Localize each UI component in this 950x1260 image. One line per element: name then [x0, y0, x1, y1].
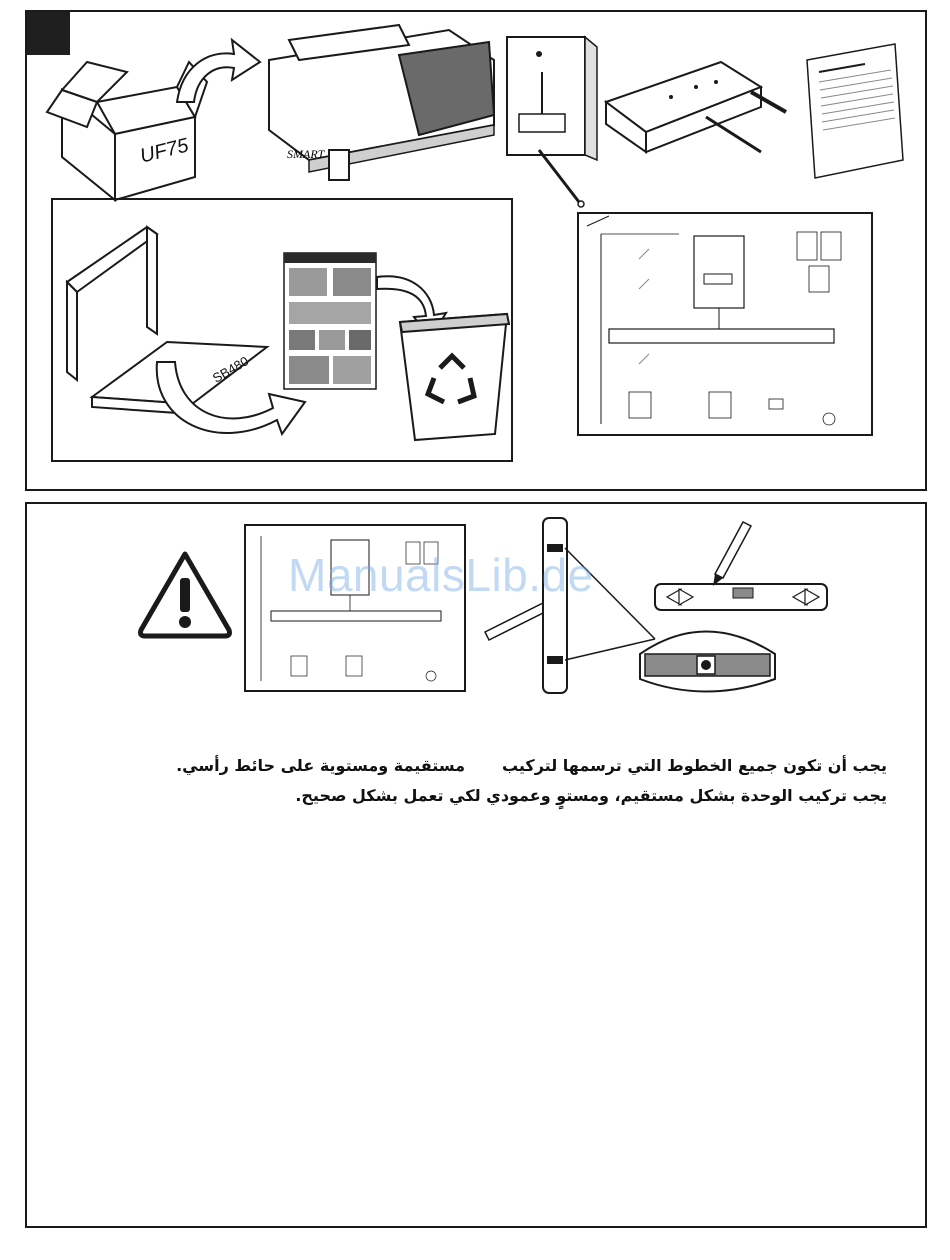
information-document	[805, 42, 905, 182]
contents-panel	[25, 10, 927, 491]
quick-reference-sheet	[283, 252, 379, 392]
instruction-line-1b: مستقيمة ومستوية على حائط رأسي.	[176, 756, 465, 775]
step-marker	[27, 12, 70, 55]
pencil-icon	[713, 522, 751, 586]
leveling-panel	[25, 502, 927, 1228]
level-icon	[475, 514, 835, 704]
recycle-bin-image	[397, 312, 512, 447]
watermark: ManualsLib.de	[288, 549, 594, 601]
projector-image	[249, 20, 499, 190]
warning-icon	[137, 550, 233, 638]
template-drawing	[579, 214, 871, 434]
mounting-bracket-image	[601, 42, 791, 162]
instruction-line-1a: يجب أن تكون جميع الخطوط التي ترسمها لتركيب	[501, 756, 887, 775]
box-label: UF75	[137, 134, 191, 168]
instruction-line-2: يجب تركيب الوحدة بشكل مستقيم، ومستوٍ وعمودي لكي تعمل بشكل صحيح.	[295, 786, 887, 805]
svg-text:SMART: SMART	[287, 147, 325, 161]
tray-label: SB480	[209, 353, 252, 386]
